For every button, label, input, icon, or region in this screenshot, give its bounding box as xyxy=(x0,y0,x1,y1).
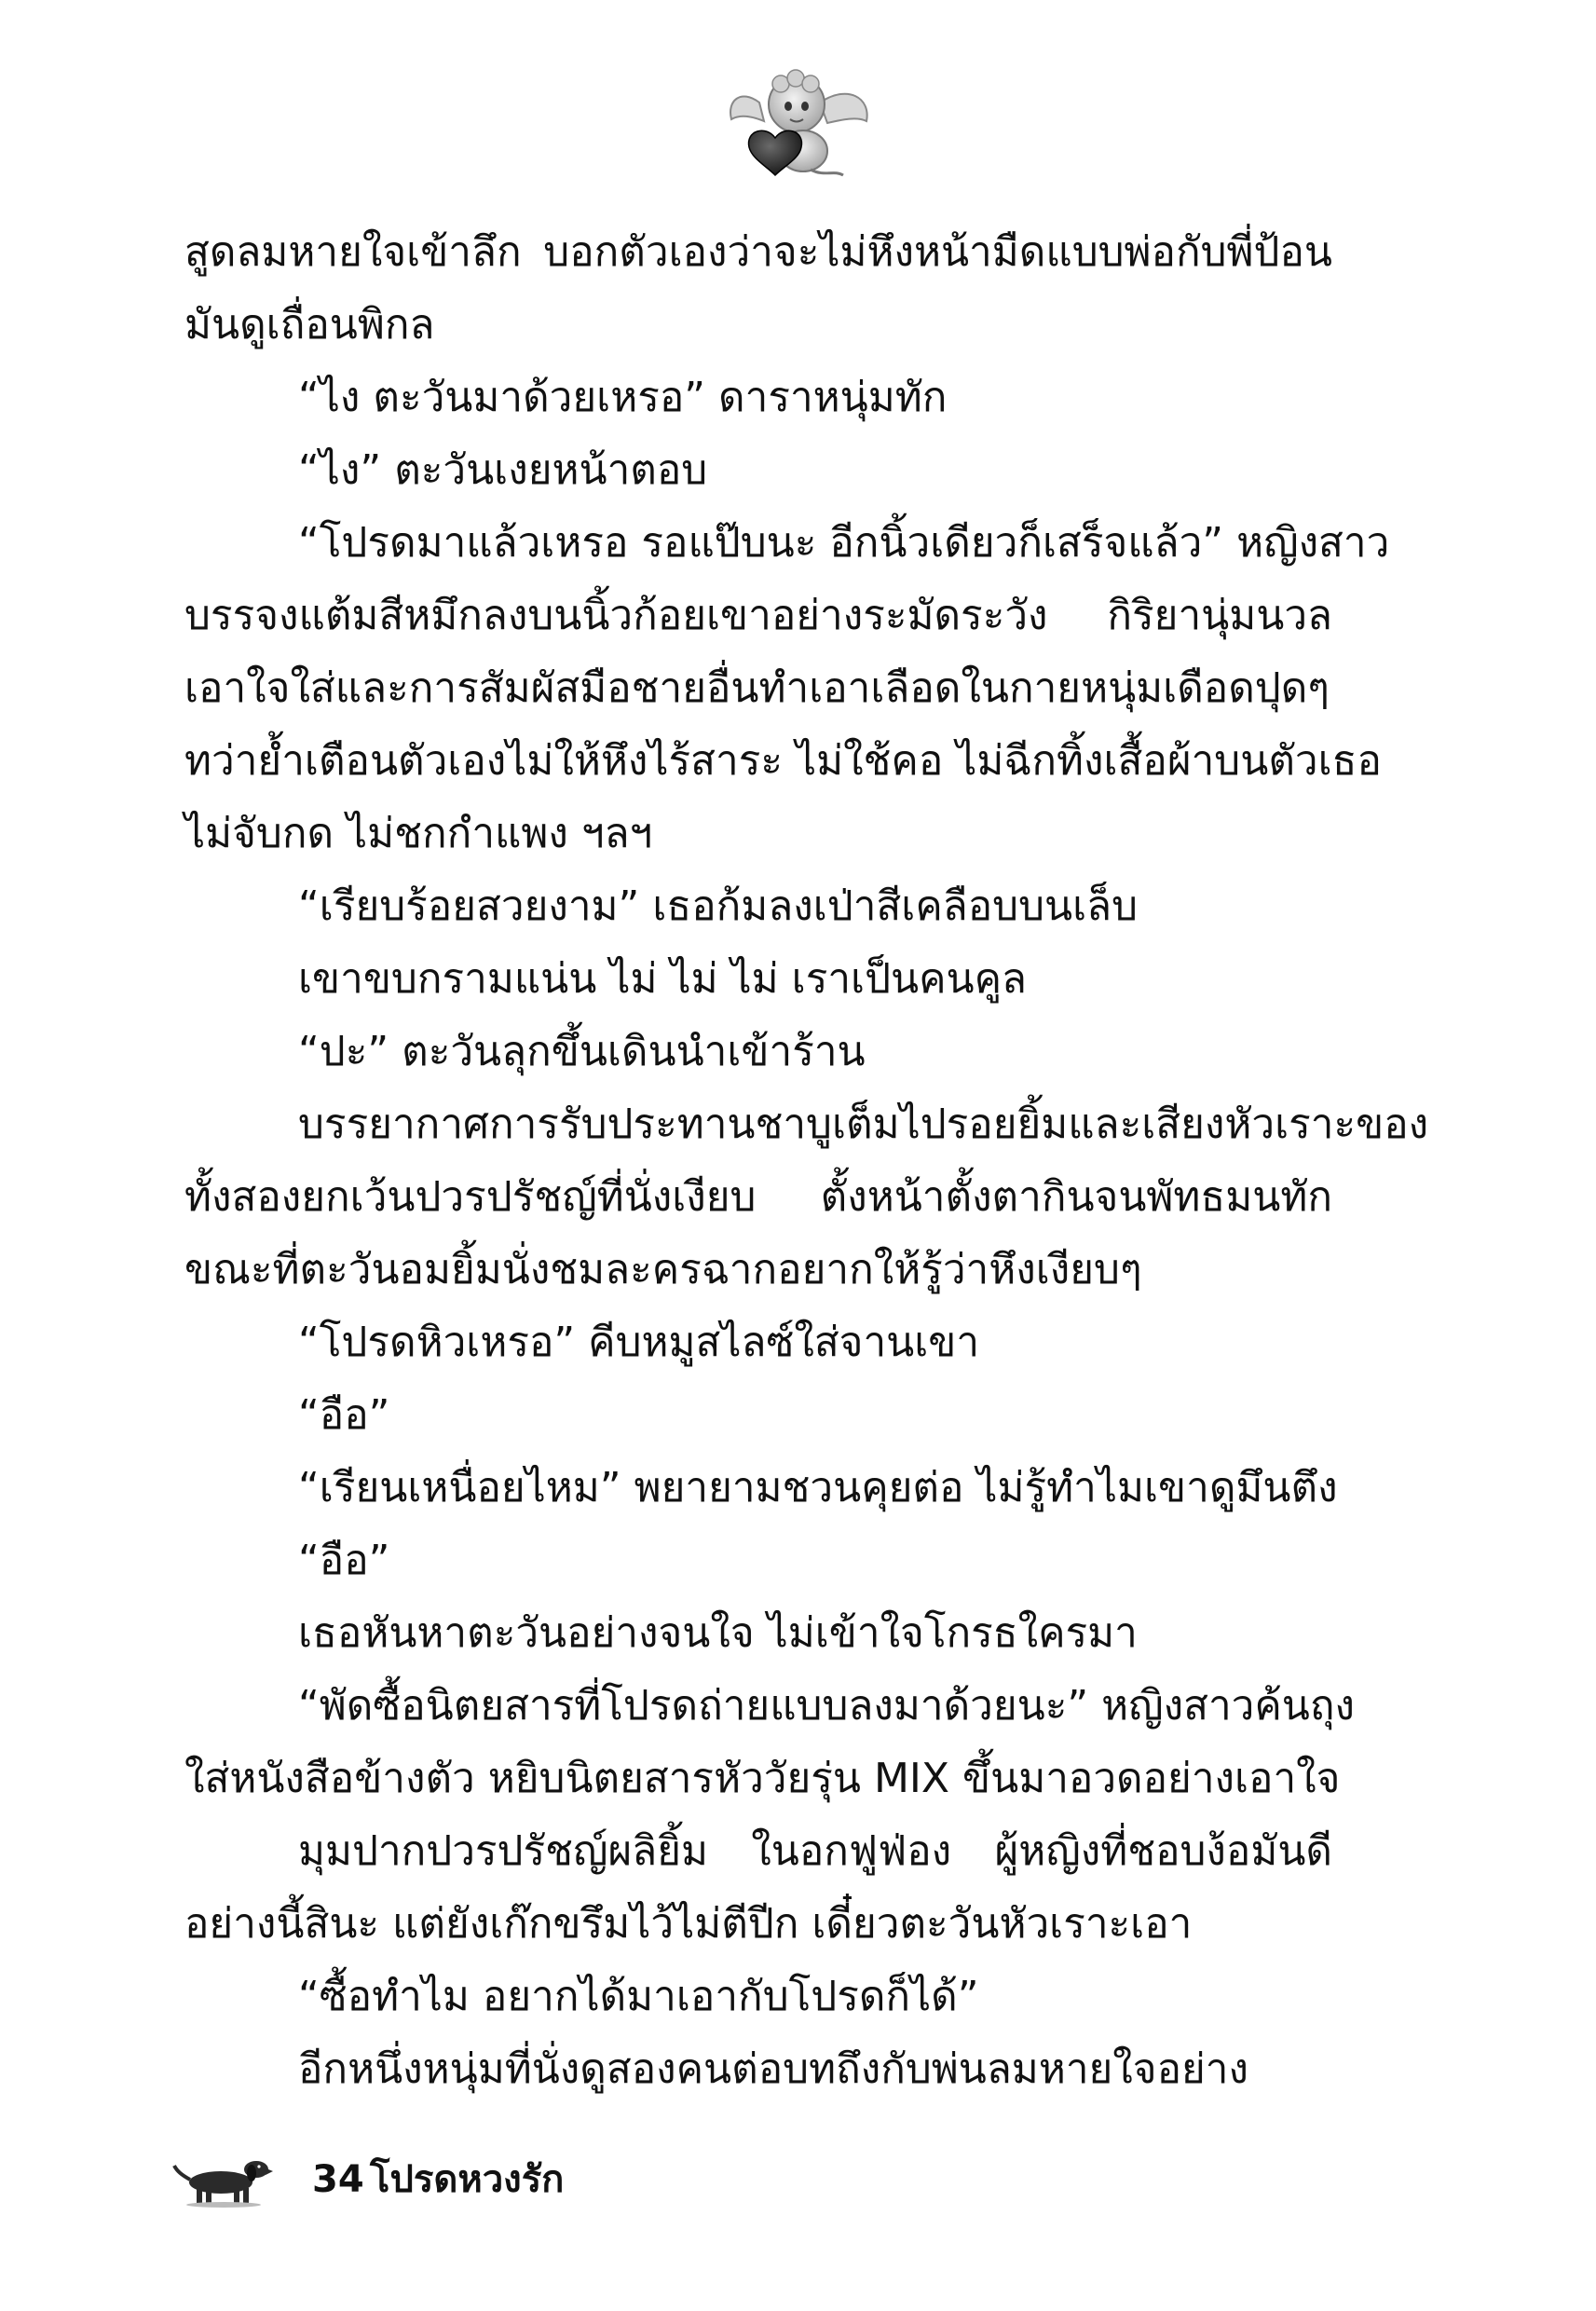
text-line: สูดลมหายใจเข้าลึก บอกตัวเองว่าจะไม่หึงหน้ามืดแบบพ่อกับพี่ป้อน xyxy=(184,228,1332,276)
text-line: อย่างนี้สินะ แต่ยังเก๊กขรึมไว้ไม่ตีปีก เดี๋ยวตะวันหัวเราะเอา xyxy=(184,1900,1193,1948)
text-line: “อือ” xyxy=(298,1537,390,1584)
text-line: บรรยากาศการรับประทานชาบูเต็มไปรอยยิ้มและเสียงหัวเราะของ xyxy=(298,1101,1429,1148)
text-line: ใส่หนังสือข้างตัว หยิบนิตยสารหัววัยรุ่น MIX ขึ้นมาอวดอย่างเอาใจ xyxy=(184,1755,1341,1802)
text-line: “เรียบร้อยสวยงาม” เธอก้มลงเป่าสีเคลือบบนเล็บ xyxy=(298,882,1139,930)
text-line: ทว่าย้ำเตือนตัวเองไม่ให้หึงไร้สาระ ไม่ใช้คอ ไม่ฉีกทิ้งเสื้อผ้าบนตัวเธอ xyxy=(184,737,1382,785)
text-line: เอาใจใส่และการสัมผัสมือชายอื่นทำเอาเลือดในกายหนุ่มเดือดปุดๆ xyxy=(184,664,1330,712)
page-number: 34 xyxy=(312,2158,364,2201)
text-line: มุมปากปวรปรัชญ์ผลิยิ้ม ในอกฟูฟ่อง ผู้หญิงที่ชอบง้อมันดี xyxy=(298,1827,1332,1875)
text-line: บรรจงแต้มสีหมึกลงบนนิ้วก้อยเขาอย่างระมัดระวัง กิริยานุ่มนวล xyxy=(184,592,1332,639)
text-line: อีกหนึ่งหนุ่มที่นั่งดูสองคนต่อบทถึงกับพ่นลมหายใจอย่าง xyxy=(298,2045,1248,2093)
text-line: “ไง” ตะวันเงยหน้าตอบ xyxy=(298,446,708,494)
cherub-with-heart-icon xyxy=(717,65,876,186)
text-line: “พัดซื้อนิตยสารที่โปรดถ่ายแบบลงมาด้วยนะ” หญิงสาวค้นถุง xyxy=(298,1682,1356,1730)
text-line: เธอหันหาตะวันอย่างจนใจ ไม่เข้าใจโกรธใครมา xyxy=(298,1609,1138,1657)
text-line: “โปรดหิวเหรอ” คีบหมูสไลซ์ใส่จานเขา xyxy=(298,1319,980,1366)
text-line: ทั้งสองยกเว้นปวรปรัชญ์ที่นั่งเงียบ ตั้งหน้าตั้งตากินจนพัทธมนทัก xyxy=(184,1173,1332,1221)
text-line: “ไง ตะวันมาด้วยเหรอ” ดาราหนุ่มทัก xyxy=(298,374,948,421)
page-footer xyxy=(172,2143,731,2218)
text-line: “โปรดมาแล้วเหรอ รอแป๊บนะ อีกนิ้วเดียวก็เสร็จแล้ว” หญิงสาว xyxy=(298,519,1390,567)
dachshund-dog-icon xyxy=(172,2151,275,2208)
text-line: เขาขบกรามแน่น ไม่ ไม่ ไม่ เราเป็นคนคูล xyxy=(298,955,1028,1003)
text-line: ขณะที่ตะวันอมยิ้มนั่งชมละครฉากอยากให้รู้ว่าหึงเงียบๆ xyxy=(184,1246,1142,1293)
text-line: “ปะ” ตะวันลุกขึ้นเดินนำเข้าร้าน xyxy=(298,1028,866,1075)
text-line: มันดูเถื่อนพิกล xyxy=(184,301,435,349)
book-title: โปรดหวงรัก xyxy=(370,2158,565,2201)
text-line: “ซื้อทำไม อยากได้มาเอากับโปรดก็ได้” xyxy=(298,1973,979,2020)
text-line: “อือ” xyxy=(298,1391,390,1439)
body-text xyxy=(184,216,1429,2106)
text-line: “เรียนเหนื่อยไหม” พยายามชวนคุยต่อ ไม่รู้ทำไมเขาดูมึนตึง xyxy=(298,1464,1338,1511)
text-line: ไม่จับกด ไม่ชกกำแพง ฯลฯ xyxy=(184,810,653,857)
